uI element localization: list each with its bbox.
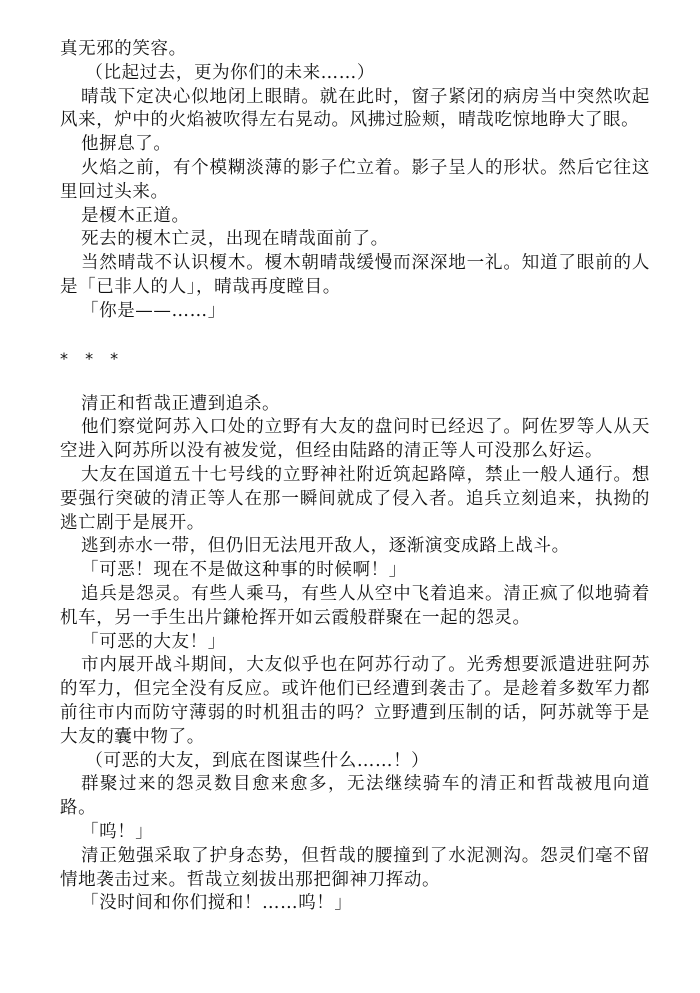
paragraph: 「没时间和你们搅和！……呜！」 <box>81 893 353 914</box>
paragraph: 追兵是怨灵。有些人乘马，有些人从空中飞着追来。清正疯了似地骑着机车，另一手生出片鎌枪挥开如云霞般群聚在一起的怨灵。 <box>60 583 650 628</box>
paragraph: 大友在国道五十七号线的立野神社附近筑起路障，禁止一般人通行。想要强行突破的清正等人在那一瞬间就成了侵入者。追兵立刻追来，执拗的逃亡剧于是展开。 <box>60 464 650 533</box>
paragraph: 清正和哲哉正遭到追杀。 <box>81 393 281 414</box>
paragraph: 他摒息了。 <box>81 134 172 155</box>
paragraph: 当然晴哉不认识榎木。榎木朝晴哉缓慢而深深地一礼。知道了眼前的人是「已非人的人」，晴哉再度瞠目。 <box>60 253 650 297</box>
paragraph: 群聚过来的怨灵数目愈来愈多，无法继续骑车的清正和哲哉被甩向道路。 <box>60 774 650 819</box>
section-separator: * * * <box>60 348 125 368</box>
paragraph: 市内展开战斗期间，大友似乎也在阿苏行动了。光秀想要派遣进驻阿苏的军力，但完全没有反应。或许他们已经遭到袭击了。是趁着多数军力都前往市内而防守薄弱的时机狙击的吗？立野遭到压制的话，阿苏就等于是大友的囊中物了。 <box>60 655 650 747</box>
paragraph: 「你是——……」 <box>81 300 226 321</box>
paragraph: 「可恶！现在不是做这种事的时候啊！」 <box>81 560 407 581</box>
paragraph: 他们察觉阿苏入口处的立野有大友的盘问时已经迟了。阿佐罗等人从天空进入阿苏所以没有被发觉，但经由陆路的清正等人可没那么好运。 <box>60 417 650 462</box>
paragraph: 清正勉强采取了护身态势，但哲哉的腰撞到了水泥测沟。怨灵们毫不留情地袭击过来。哲哉立刻拔出那把御神刀挥动。 <box>60 845 650 890</box>
paragraph: 晴哉下定决心似地闭上眼睛。就在此时，窗子紧闭的病房当中突然吹起风来，炉中的火焰被吹得左右晃动。风拂过脸颊，晴哉吃惊地睁大了眼。 <box>60 86 650 131</box>
paragraph: 「呜！」 <box>81 821 154 842</box>
paragraph: 火焰之前，有个模糊淡薄的影子伫立着。影子呈人的形状。然后它往这里回过头来。 <box>60 157 650 202</box>
paragraph: 死去的榎木亡灵，出现在晴哉面前了。 <box>81 229 389 250</box>
paragraph: 真无邪的笑容。 <box>60 39 187 59</box>
paragraph: （可恶的大友，到底在图谋些什么……！） <box>85 750 430 771</box>
paragraph: 「可恶的大友！」 <box>81 631 226 652</box>
paragraph: 是榎木正道。 <box>81 205 190 226</box>
paragraph: （比起过去，更为你们的未来……） <box>85 62 375 83</box>
novel-page <box>60 38 650 916</box>
paragraph: 逃到赤水一带，但仍旧无法甩开敌人，逐渐演变成路上战斗。 <box>81 536 570 557</box>
